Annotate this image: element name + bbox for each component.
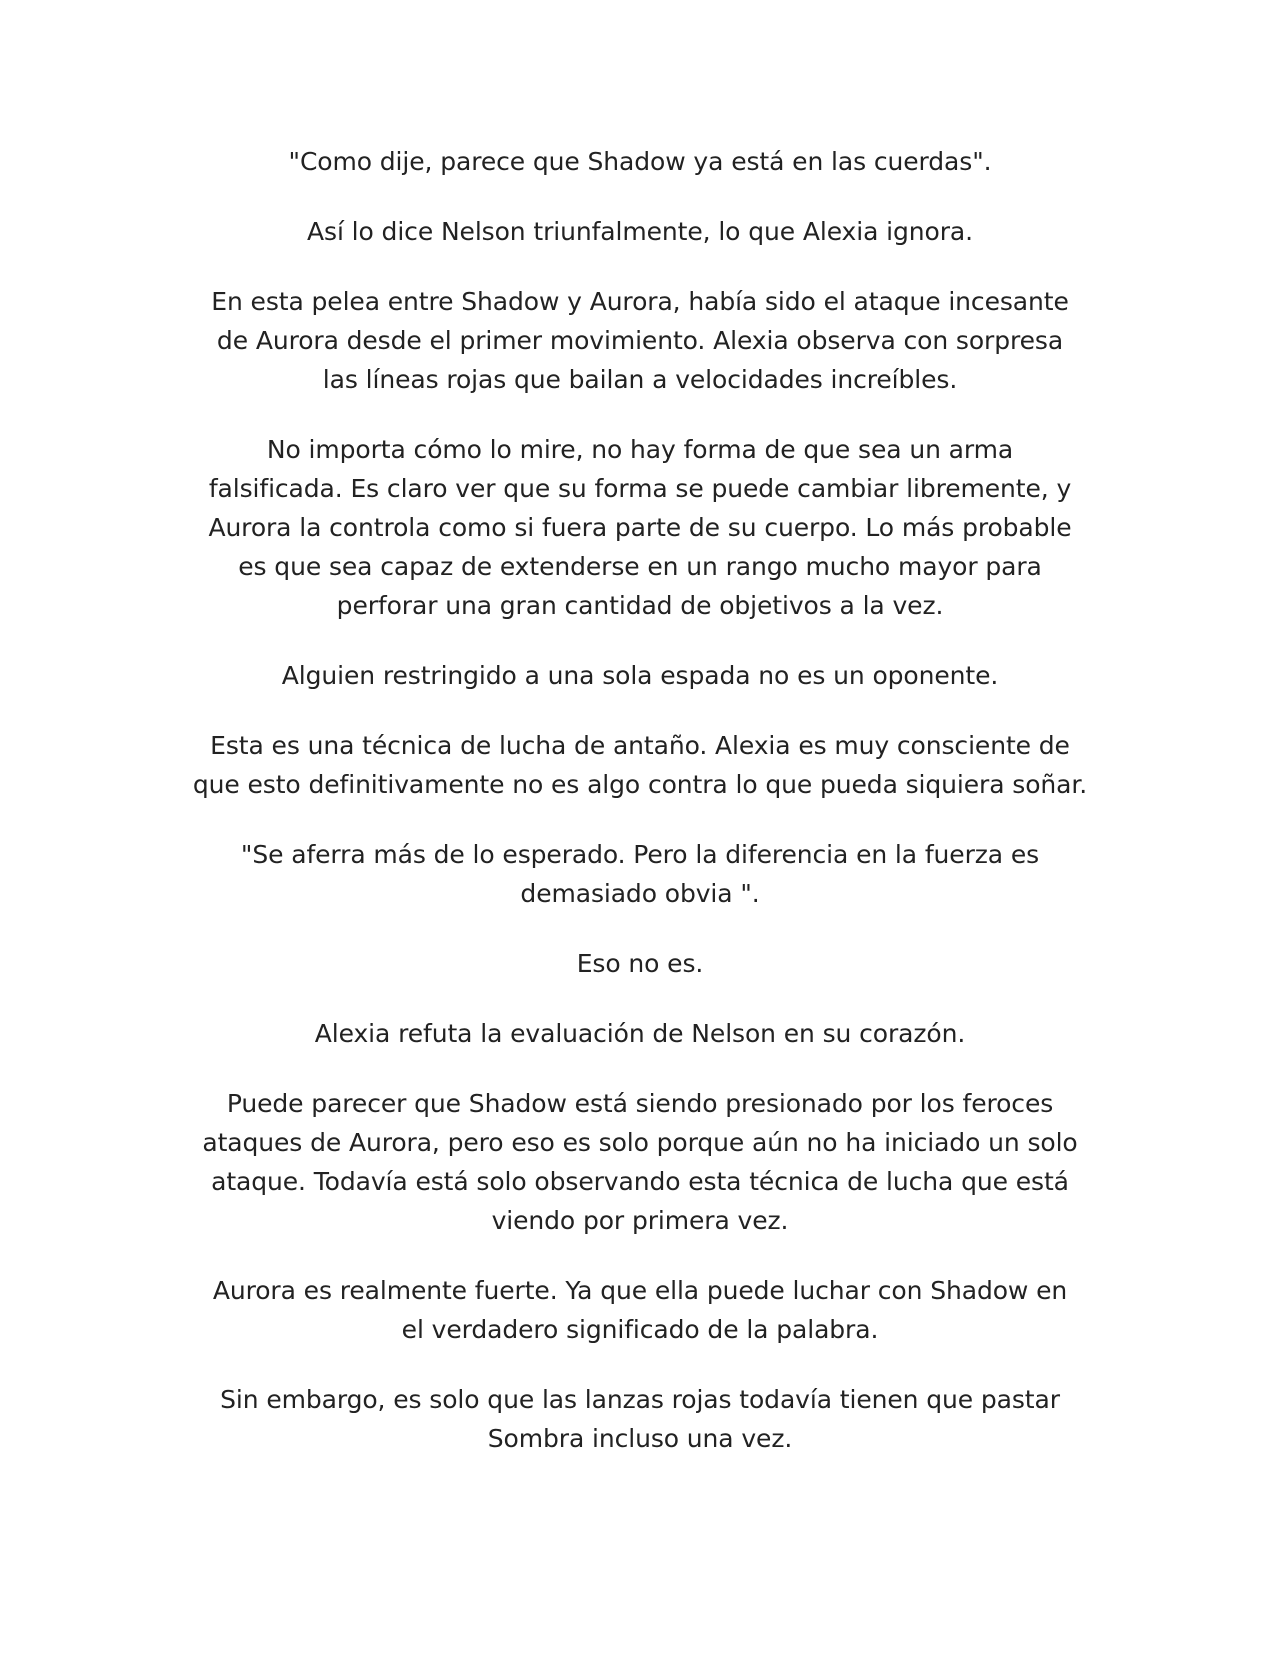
paragraph: Aurora es realmente fuerte. Ya que ella puede luchar con Shadow en el verdadero significado de la palabra.	[212, 1276, 1068, 1344]
paragraph: No importa cómo lo mire, no hay forma de que sea un arma falsificada. Es claro ver que su forma se puede cambiar libremente, y Aurora la controla como si fuera parte de su cuerpo. Lo más probable es que sea capaz de extenderse en un rango mucho mayor para perforar una gran cantidad de objetivos a la vez.	[208, 435, 1072, 620]
paragraph: Sin embargo, es solo que las lanzas rojas todavía tienen que pastar Sombra incluso una vez.	[220, 1385, 1060, 1453]
document-body	[160, 142, 1120, 1489]
paragraph: Eso no es.	[576, 949, 704, 978]
paragraph: "Se aferra más de lo esperado. Pero la diferencia en la fuerza es demasiado obvia ".	[240, 840, 1040, 908]
paragraph: Alexia refuta la evaluación de Nelson en su corazón.	[314, 1019, 966, 1048]
paragraph: "Como dije, parece que Shadow ya está en las cuerdas".	[288, 147, 992, 176]
paragraph: En esta pelea entre Shadow y Aurora, había sido el ataque incesante de Aurora desde el primer movimiento. Alexia observa con sorpresa las líneas rojas que bailan a velocidades increíbles.	[211, 287, 1069, 394]
paragraph: Esta es una técnica de lucha de antaño. Alexia es muy consciente de que esto definitivamente no es algo contra lo que pueda siquiera soñar.	[192, 731, 1088, 799]
paragraph: Puede parecer que Shadow está siendo presionado por los feroces ataques de Aurora, pero eso es solo porque aún no ha iniciado un solo ataque. Todavía está solo observando esta técnica de lucha que está viendo por primera vez.	[202, 1089, 1078, 1235]
paragraph: Alguien restringido a una sola espada no es un oponente.	[281, 661, 999, 690]
paragraph: Así lo dice Nelson triunfalmente, lo que Alexia ignora.	[307, 217, 973, 246]
